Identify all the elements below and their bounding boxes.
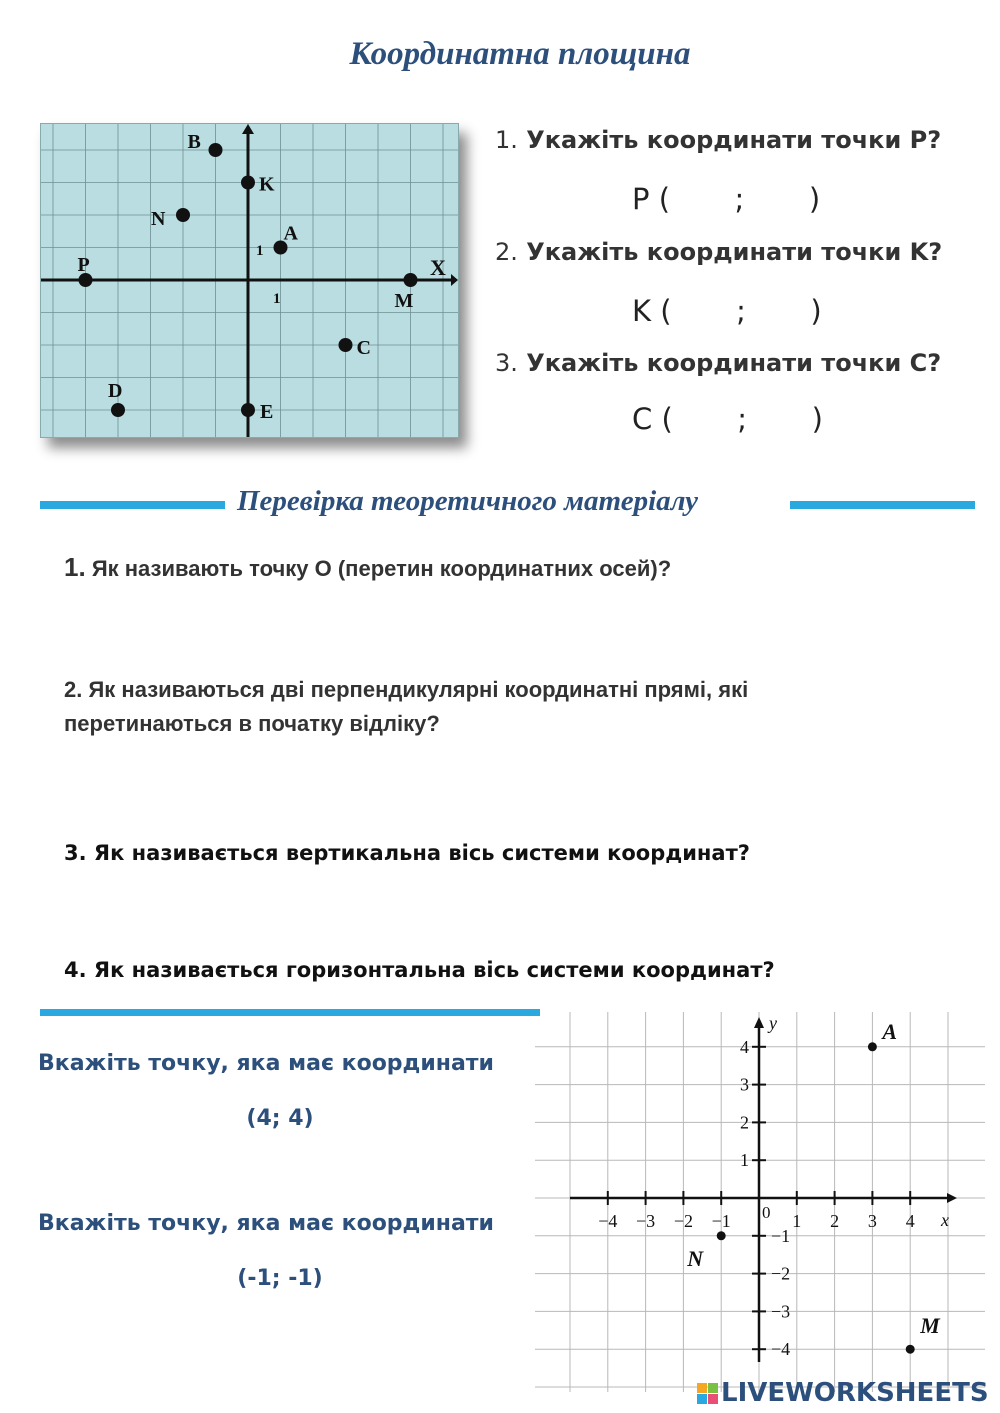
point-c: [339, 338, 353, 352]
answer-3[interactable]: C ( ; ): [632, 402, 823, 436]
point-label-n: N: [151, 208, 166, 230]
task-1-prompt: Вкажіть точку, яка має координати: [38, 1051, 494, 1076]
answer-1[interactable]: P ( ; ): [632, 182, 821, 216]
question-3: [495, 349, 941, 377]
unit-x-label: 1: [273, 291, 281, 307]
theory-2-num: 2.: [64, 677, 83, 702]
y-tick-label: −2: [771, 1263, 791, 1284]
question-3-num: 3.: [495, 349, 518, 377]
section-line-bottom: [40, 1009, 540, 1016]
question-1: [495, 126, 941, 154]
point-d: [111, 403, 125, 417]
logo-icon: [697, 1383, 718, 1404]
section-title: Перевірка теоретичного матеріалу: [237, 485, 698, 517]
point-label-a: A: [283, 222, 298, 245]
y-axis-arrow: [242, 124, 254, 134]
task-2-coords: (-1; -1): [237, 1266, 323, 1291]
y-tick-label: 4: [740, 1036, 749, 1057]
theory-1-num: 1.: [64, 552, 86, 582]
question-3-text: Укажіть координати точки C?: [526, 349, 942, 377]
x-axis-label: X: [430, 255, 446, 280]
y-tick-label: −1: [771, 1225, 791, 1246]
y-tick-label: 1: [740, 1150, 749, 1171]
point-e: [241, 403, 255, 417]
x-axis-arrow: [947, 1193, 957, 1203]
logo-text: LIVEWORKSHEETS: [721, 1378, 989, 1408]
theory-4-text: Як називається горизонтальна вісь системи координат?: [93, 958, 775, 982]
x-tick-label: 2: [830, 1211, 840, 1231]
point-label-n: N: [687, 1245, 704, 1271]
x-tick-label: −2: [673, 1211, 693, 1231]
point-b: [209, 143, 223, 157]
point-label-c: C: [356, 337, 371, 359]
page-title: Координатна площина: [349, 36, 691, 72]
point-label-a: A: [882, 1018, 898, 1044]
y-tick-label: 3: [740, 1074, 749, 1095]
point-label-e: E: [260, 401, 274, 423]
point-label-d: D: [108, 380, 123, 402]
x-tick-label: 4: [905, 1211, 915, 1231]
coordinate-grid-1: [40, 123, 459, 438]
point-n: [176, 208, 190, 222]
x-tick-label: 3: [867, 1211, 877, 1231]
point-n: [717, 1231, 726, 1240]
point-label-m: M: [920, 1313, 940, 1339]
x-axis-label: x: [941, 1210, 949, 1230]
point-m: [404, 273, 418, 287]
theory-2-text-line2: перетинаються в початку відліку?: [64, 711, 440, 736]
coordinate-grid-2: [535, 1012, 985, 1392]
point-m: [906, 1345, 915, 1354]
answer-2[interactable]: K ( ; ): [632, 294, 822, 328]
x-axis-arrow: [451, 274, 458, 286]
task-1-coords: (4; 4): [246, 1106, 314, 1131]
theory-1-text: Як називають точку O (перетин координатних осей)?: [91, 556, 672, 581]
question-1-num: 1.: [495, 126, 518, 154]
x-tick-label: −1: [711, 1211, 731, 1231]
x-tick-label: −4: [598, 1211, 618, 1231]
liveworksheets-logo: [697, 1378, 989, 1408]
theory-question-2: [64, 673, 748, 741]
theory-question-3: [64, 841, 750, 865]
task-2-prompt: Вкажіть точку, яка має координати: [38, 1211, 494, 1236]
point-label-p: P: [77, 254, 90, 276]
y-tick-label: 2: [740, 1112, 749, 1133]
y-axis-arrow: [754, 1017, 764, 1028]
theory-3-text: Як називається вертикальна вісь системи координат?: [93, 841, 750, 865]
y-axis-label: y: [769, 1013, 777, 1033]
section-line-left: [40, 501, 225, 509]
theory-question-4: [64, 958, 775, 982]
theory-question-1: [64, 550, 671, 586]
y-tick-label: −4: [771, 1339, 791, 1360]
theory-4-num: 4.: [64, 958, 87, 982]
question-2-text: Укажіть координати точки K?: [526, 238, 943, 266]
point-label-k: K: [259, 173, 275, 196]
theory-2-text: Як називаються дві перпендикулярні координатні прямі, які: [88, 677, 749, 702]
x-tick-label: 1: [792, 1211, 802, 1231]
point-k: [241, 176, 255, 190]
point-label-b: B: [187, 131, 201, 153]
question-2: [495, 238, 942, 266]
unit-y-label: 1: [256, 243, 264, 259]
question-1-text: Укажіть координати точки P?: [526, 126, 942, 154]
point-a: [868, 1042, 877, 1051]
question-2-num: 2.: [495, 238, 518, 266]
section-line-right: [790, 501, 975, 509]
grid-1-svg: [41, 124, 458, 437]
point-label-m: M: [394, 290, 414, 312]
origin-label: 0: [762, 1203, 771, 1222]
y-tick-label: −3: [771, 1301, 791, 1322]
x-tick-label: −3: [636, 1211, 656, 1231]
theory-3-num: 3.: [64, 841, 87, 865]
